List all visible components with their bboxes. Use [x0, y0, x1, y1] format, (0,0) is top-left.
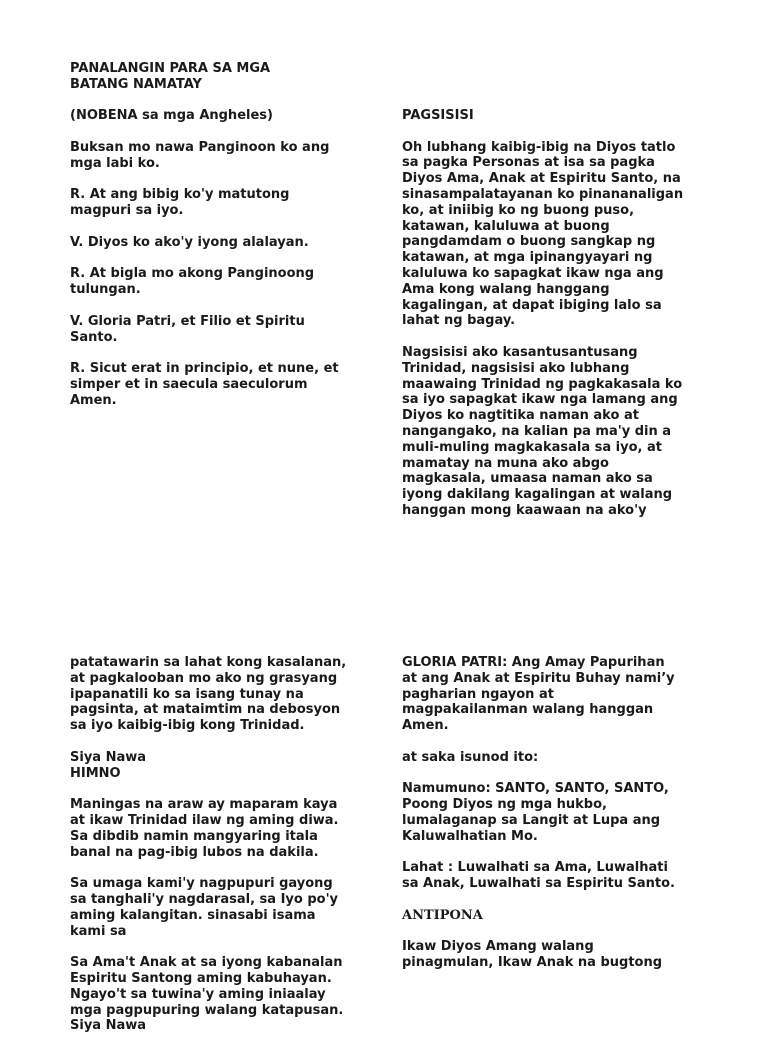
hymn-stanza-1: Maningas na araw ay maparam kaya at ikaw Trinidad ilaw ng aming diwa. Sa dibdib namin mangyaring itala banal na pag-ibig lubos na dakila. — [70, 797, 339, 860]
verse-3: V. Diyos ko ako'y iyong alalayan. — [70, 234, 309, 250]
verse-1: Buksan mo nawa Panginoon ko ang mga labi ko. — [70, 139, 330, 171]
hymn-stanza-2: Sa umaga kami'y nagpupuri gayong sa tanghali'y nagdarasal, sa Iyo po'y aming kalangitan. sinasabi isama kami sa — [70, 876, 339, 939]
prayer-subtitle: (NOBENA sa mga Angheles) — [70, 108, 273, 124]
page1-left-column — [70, 61, 370, 424]
verse-2: R. At ang bibig ko'y matutong magpuri sa iyo. — [70, 187, 290, 219]
siya-nawa: Siya Nawa — [70, 749, 147, 765]
verse-4: R. At bigla mo akong Panginoong tulungan. — [70, 266, 315, 298]
page2-left-column — [70, 655, 370, 1050]
section-heading-pagsisisi: PAGSISISI — [402, 108, 474, 123]
verse-5: V. Gloria Patri, et Filio et Spiritu Santo. — [70, 313, 305, 345]
paragraph-continued: patatawarin sa lahat kong kasalanan, at pagkalooban mo ako ng grasyang ipapanatili ko sa isang tunay na pagsinta, at mataimtim na debosyon sa iyo kaibig-ibig kong Trinidad. — [70, 655, 347, 734]
section-heading-himno: HIMNO — [70, 765, 121, 781]
prayer-title: PANALANGIN PARA SA MGA BATANG NAMATAY — [70, 61, 271, 92]
section-heading-antipona: ANTIPONA — [402, 907, 483, 923]
paragraph-2: Nagsisisi ako kasantusantusang Trinidad, nagsisisi ako lubhang maawaing Trinidad ng pagkakasala ko sa iyo sapagkat ikaw nga lamang ang Diyos ko nagtitika naman ako at nangangako, na kalian pa ma'y din a muli-muling magkakasala sa iyo, at mamatay na muna ako abgo magkasala, umaasa naman ako sa iyong dakilang kagalingan at walang hanggan mong kaawaan na ako'y — [402, 344, 683, 518]
hymn-stanza-3: Sa Ama't Anak at sa iyong kabanalan Espiritu Santong aming kabuhayan. Ngayo't sa tuwina'y aming iniaalay mga pagpupuring walang katapusan. Siya Nawa — [70, 955, 344, 1034]
verse-6: R. Sicut erat in principio, et nune, et simper et in saecula saeculorum Amen. — [70, 361, 339, 408]
instruction-text: at saka isunod ito: — [402, 749, 539, 765]
gloria-patri: GLORIA PATRI: Ang Amay Papurihan at ang Anak at Espiritu Buhay nami’y pagharian ngayon at magpakailanman walang hanggan Amen. — [402, 655, 675, 734]
paragraph-1: Oh lubhang kaibig-ibig na Diyos tatlo sa pagka Personas at isa sa pagka Diyos Ama, Anak at Espiritu Santo, na sinasampalatayanan ko pinananaligan ko, at iniibig ko ng buong puso, katawan, kaluluwa at buong pangdamdam o buong sangkap ng katawan, at mga ipinangyayari ng kaluluwa ko sapagkat ikaw nga ang Ama kong walang hanggang kagalingan, at dapat ibiging lalo sa lahat ng bagay. — [402, 139, 684, 329]
antipona-text: Ikaw Diyos Amang walang pinagmulan, Ikaw Anak na bugtong — [402, 939, 663, 971]
luwalhati-verse: Lahat : Luwalhati sa Ama, Luwalhati sa Anak, Luwalhati sa Espiritu Santo. — [402, 860, 675, 892]
page1-right-column — [402, 108, 702, 535]
santo-verse: Namumuno: SANTO, SANTO, SANTO, Poong Diyos ng mga hukbo, lumalaganap sa Langit at Lupa ang Kaluwalhatian Mo. — [402, 781, 669, 844]
page2-right-column — [402, 655, 702, 987]
